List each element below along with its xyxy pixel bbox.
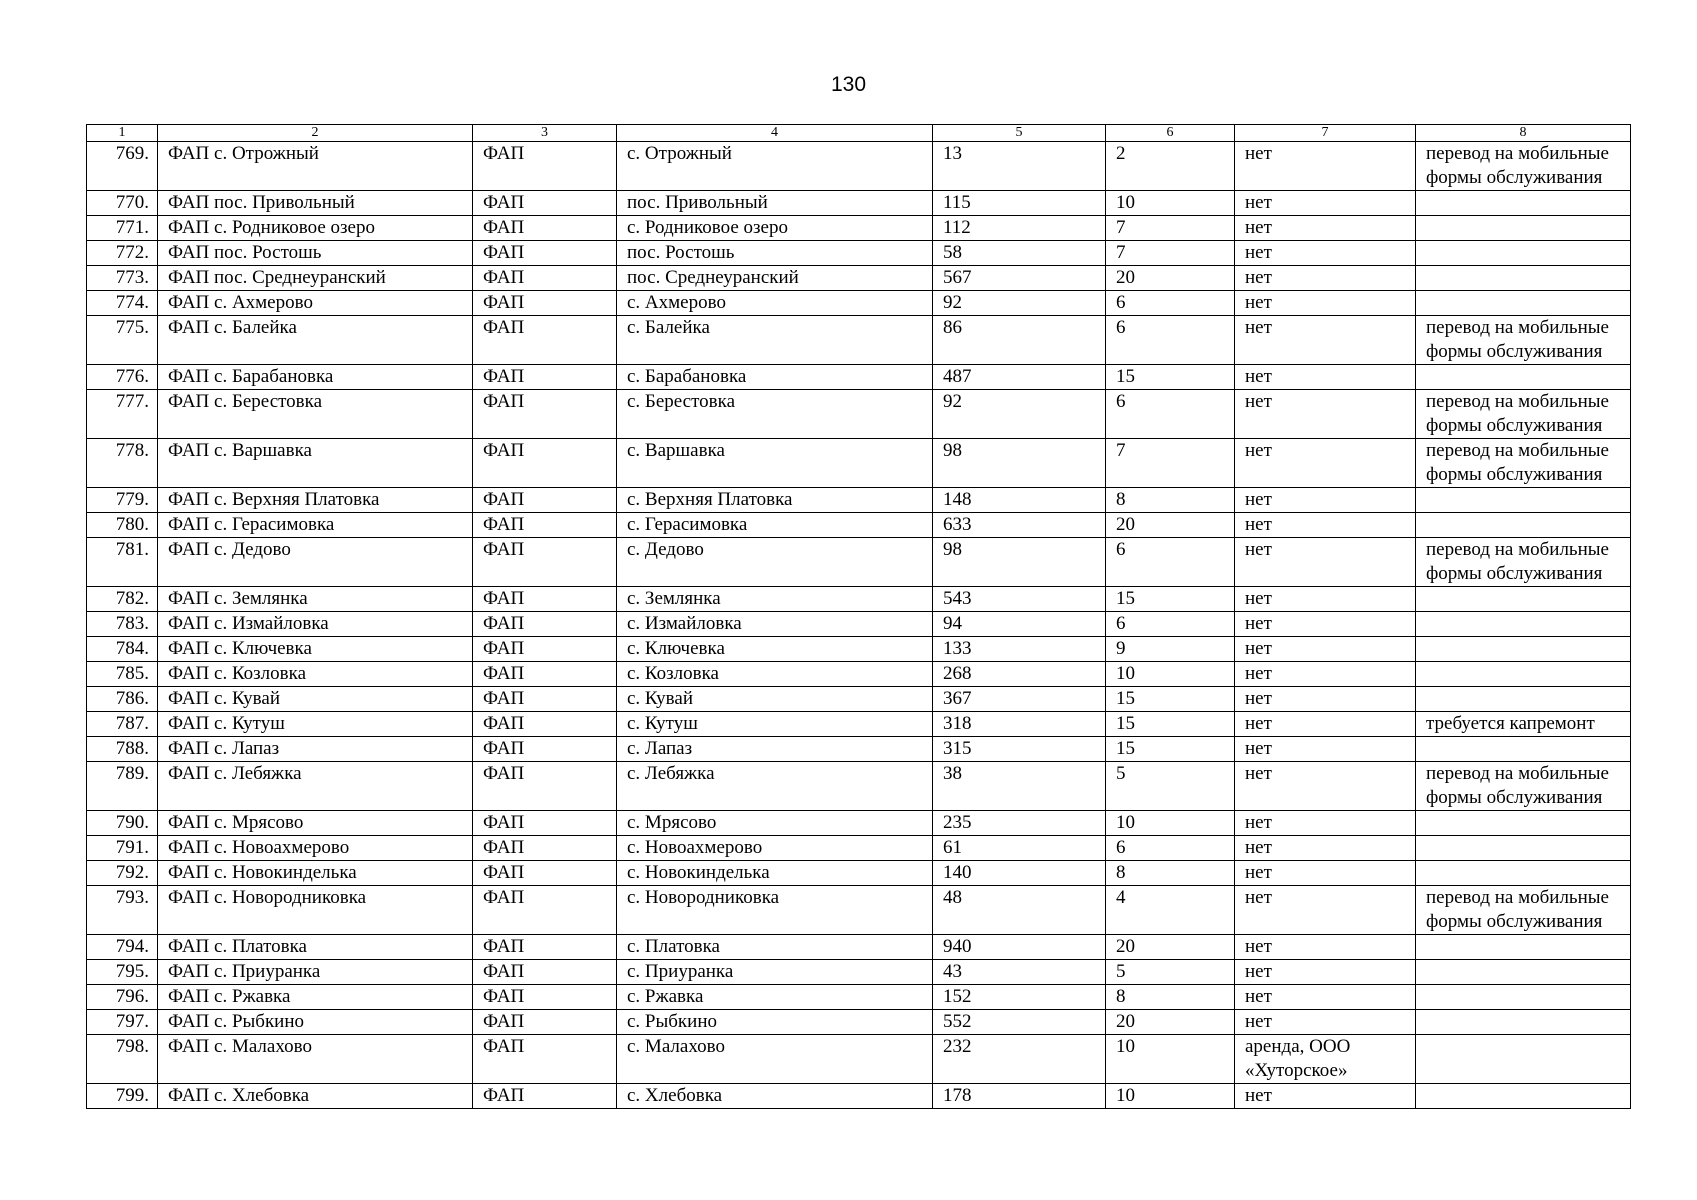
settlement-cell: с. Родниковое озеро [617, 216, 933, 241]
row-number-cell: 777. [87, 390, 158, 439]
table-row [87, 1084, 1631, 1109]
facility-name-cell: ФАП с. Землянка [158, 587, 473, 612]
ownership-cell: нет [1235, 886, 1416, 935]
facility-type-cell: ФАП [473, 142, 617, 191]
distance-cell: 15 [1106, 365, 1235, 390]
facility-name-cell: ФАП пос. Среднеуранский [158, 266, 473, 291]
distance-cell: 10 [1106, 1084, 1235, 1109]
ownership-cell: нет [1235, 142, 1416, 191]
facility-name-cell: ФАП с. Измайловка [158, 612, 473, 637]
facility-name-cell: ФАП с. Ключевка [158, 637, 473, 662]
settlement-cell: с. Новоахмерово [617, 836, 933, 861]
note-cell [1416, 811, 1631, 836]
table-row [87, 316, 1631, 365]
settlement-cell: с. Ржавка [617, 985, 933, 1010]
table-row [87, 886, 1631, 935]
settlement-cell: с. Измайловка [617, 612, 933, 637]
note-cell [1416, 662, 1631, 687]
ownership-cell: нет [1235, 960, 1416, 985]
note-cell [1416, 216, 1631, 241]
distance-cell: 6 [1106, 390, 1235, 439]
table-row [87, 960, 1631, 985]
ownership-cell: нет [1235, 291, 1416, 316]
settlement-cell: с. Козловка [617, 662, 933, 687]
ownership-cell: нет [1235, 762, 1416, 811]
settlement-cell: с. Кувай [617, 687, 933, 712]
note-cell [1416, 737, 1631, 762]
facility-name-cell: ФАП с. Платовка [158, 935, 473, 960]
note-cell [1416, 985, 1631, 1010]
settlement-cell: с. Балейка [617, 316, 933, 365]
ownership-cell: нет [1235, 216, 1416, 241]
facility-name-cell: ФАП с. Малахово [158, 1035, 473, 1084]
row-number-cell: 773. [87, 266, 158, 291]
table-row [87, 587, 1631, 612]
distance-cell: 4 [1106, 886, 1235, 935]
facility-name-cell: ФАП с. Мрясово [158, 811, 473, 836]
settlement-cell: пос. Ростошь [617, 241, 933, 266]
facility-name-cell: ФАП с. Ржавка [158, 985, 473, 1010]
settlement-cell: с. Малахово [617, 1035, 933, 1084]
row-number-cell: 793. [87, 886, 158, 935]
ownership-cell: нет [1235, 587, 1416, 612]
facility-type-cell: ФАП [473, 1035, 617, 1084]
row-number-cell: 792. [87, 861, 158, 886]
row-number-cell: 775. [87, 316, 158, 365]
column-number: 7 [1235, 125, 1416, 142]
facility-name-cell: ФАП с. Рыбкино [158, 1010, 473, 1035]
facility-name-cell: ФАП с. Кутуш [158, 712, 473, 737]
column-number: 3 [473, 125, 617, 142]
ownership-cell: нет [1235, 811, 1416, 836]
ownership-cell: нет [1235, 513, 1416, 538]
distance-cell: 7 [1106, 216, 1235, 241]
facility-type-cell: ФАП [473, 811, 617, 836]
population-cell: 567 [933, 266, 1106, 291]
note-cell [1416, 266, 1631, 291]
table-row [87, 439, 1631, 488]
note-cell [1416, 861, 1631, 886]
population-cell: 38 [933, 762, 1106, 811]
settlement-cell: с. Кутуш [617, 712, 933, 737]
table-row [87, 861, 1631, 886]
population-cell: 487 [933, 365, 1106, 390]
settlement-cell: с. Приуранка [617, 960, 933, 985]
note-cell [1416, 612, 1631, 637]
row-number-cell: 785. [87, 662, 158, 687]
note-cell: перевод на мобильные формы обслуживания [1416, 538, 1631, 587]
distance-cell: 10 [1106, 811, 1235, 836]
ownership-cell: нет [1235, 712, 1416, 737]
population-cell: 43 [933, 960, 1106, 985]
note-cell [1416, 637, 1631, 662]
note-cell: перевод на мобильные формы обслуживания [1416, 142, 1631, 191]
settlement-cell: с. Лапаз [617, 737, 933, 762]
note-cell: перевод на мобильные формы обслуживания [1416, 886, 1631, 935]
table-row [87, 488, 1631, 513]
population-cell: 543 [933, 587, 1106, 612]
note-cell [1416, 1084, 1631, 1109]
note-cell: перевод на мобильные формы обслуживания [1416, 390, 1631, 439]
population-cell: 178 [933, 1084, 1106, 1109]
row-number-cell: 798. [87, 1035, 158, 1084]
population-cell: 232 [933, 1035, 1106, 1084]
distance-cell: 15 [1106, 737, 1235, 762]
ownership-cell: нет [1235, 390, 1416, 439]
table-row [87, 662, 1631, 687]
population-cell: 367 [933, 687, 1106, 712]
population-cell: 318 [933, 712, 1106, 737]
table-row [87, 191, 1631, 216]
ownership-cell: нет [1235, 985, 1416, 1010]
population-cell: 98 [933, 538, 1106, 587]
settlement-cell: пос. Привольный [617, 191, 933, 216]
column-number: 2 [158, 125, 473, 142]
table-row [87, 365, 1631, 390]
table-body [87, 142, 1631, 1109]
population-cell: 61 [933, 836, 1106, 861]
facility-name-cell: ФАП с. Новокинделька [158, 861, 473, 886]
facility-type-cell: ФАП [473, 266, 617, 291]
distance-cell: 10 [1106, 1035, 1235, 1084]
population-cell: 152 [933, 985, 1106, 1010]
table-row [87, 513, 1631, 538]
settlement-cell: с. Ахмерово [617, 291, 933, 316]
row-number-cell: 769. [87, 142, 158, 191]
settlement-cell: с. Барабановка [617, 365, 933, 390]
ownership-cell: нет [1235, 241, 1416, 266]
distance-cell: 15 [1106, 587, 1235, 612]
distance-cell: 2 [1106, 142, 1235, 191]
row-number-cell: 770. [87, 191, 158, 216]
settlement-cell: пос. Среднеуранский [617, 266, 933, 291]
facility-name-cell: ФАП с. Приуранка [158, 960, 473, 985]
settlement-cell: с. Отрожный [617, 142, 933, 191]
row-number-cell: 782. [87, 587, 158, 612]
facility-type-cell: ФАП [473, 861, 617, 886]
distance-cell: 5 [1106, 960, 1235, 985]
settlement-cell: с. Платовка [617, 935, 933, 960]
facility-name-cell: ФАП пос. Ростошь [158, 241, 473, 266]
distance-cell: 6 [1106, 316, 1235, 365]
population-cell: 268 [933, 662, 1106, 687]
population-cell: 115 [933, 191, 1106, 216]
settlement-cell: с. Хлебовка [617, 1084, 933, 1109]
facility-name-cell: ФАП с. Родниковое озеро [158, 216, 473, 241]
facility-type-cell: ФАП [473, 513, 617, 538]
row-number-cell: 779. [87, 488, 158, 513]
table-row [87, 712, 1631, 737]
population-cell: 13 [933, 142, 1106, 191]
facility-type-cell: ФАП [473, 390, 617, 439]
row-number-cell: 780. [87, 513, 158, 538]
settlement-cell: с. Герасимовка [617, 513, 933, 538]
facility-type-cell: ФАП [473, 985, 617, 1010]
note-cell: перевод на мобильные формы обслуживания [1416, 762, 1631, 811]
note-cell [1416, 1010, 1631, 1035]
table-row [87, 811, 1631, 836]
population-cell: 98 [933, 439, 1106, 488]
population-cell: 112 [933, 216, 1106, 241]
facility-type-cell: ФАП [473, 1010, 617, 1035]
distance-cell: 6 [1106, 291, 1235, 316]
facility-type-cell: ФАП [473, 762, 617, 811]
note-cell [1416, 488, 1631, 513]
facility-type-cell: ФАП [473, 538, 617, 587]
ownership-cell: нет [1235, 488, 1416, 513]
row-number-cell: 799. [87, 1084, 158, 1109]
facility-name-cell: ФАП с. Верхняя Платовка [158, 488, 473, 513]
table-row [87, 291, 1631, 316]
ownership-cell: нет [1235, 439, 1416, 488]
row-number-cell: 778. [87, 439, 158, 488]
facility-type-cell: ФАП [473, 836, 617, 861]
facility-name-cell: ФАП с. Берестовка [158, 390, 473, 439]
facility-type-cell: ФАП [473, 737, 617, 762]
population-cell: 552 [933, 1010, 1106, 1035]
facility-type-cell: ФАП [473, 1084, 617, 1109]
row-number-cell: 781. [87, 538, 158, 587]
row-number-cell: 774. [87, 291, 158, 316]
table-row [87, 1010, 1631, 1035]
note-cell [1416, 587, 1631, 612]
distance-cell: 5 [1106, 762, 1235, 811]
facility-type-cell: ФАП [473, 587, 617, 612]
facility-name-cell: ФАП с. Дедово [158, 538, 473, 587]
ownership-cell: нет [1235, 935, 1416, 960]
facility-type-cell: ФАП [473, 241, 617, 266]
row-number-cell: 795. [87, 960, 158, 985]
page-number: 130 [830, 73, 867, 96]
distance-cell: 7 [1106, 241, 1235, 266]
column-number-row [87, 125, 1631, 142]
facility-type-cell: ФАП [473, 637, 617, 662]
note-cell: требуется капремонт [1416, 712, 1631, 737]
row-number-cell: 794. [87, 935, 158, 960]
settlement-cell: с. Лебяжка [617, 762, 933, 811]
note-cell [1416, 687, 1631, 712]
facility-type-cell: ФАП [473, 960, 617, 985]
ownership-cell: аренда, ООО «Хуторское» [1235, 1035, 1416, 1084]
population-cell: 92 [933, 291, 1106, 316]
settlement-cell: с. Землянка [617, 587, 933, 612]
facility-type-cell: ФАП [473, 687, 617, 712]
row-number-cell: 772. [87, 241, 158, 266]
ownership-cell: нет [1235, 637, 1416, 662]
ownership-cell: нет [1235, 266, 1416, 291]
table-row [87, 1035, 1631, 1084]
ownership-cell: нет [1235, 316, 1416, 365]
facility-name-cell: ФАП с. Балейка [158, 316, 473, 365]
table-row [87, 538, 1631, 587]
facility-type-cell: ФАП [473, 712, 617, 737]
note-cell [1416, 960, 1631, 985]
distance-cell: 8 [1106, 488, 1235, 513]
table-row [87, 985, 1631, 1010]
settlement-cell: с. Варшавка [617, 439, 933, 488]
row-number-cell: 784. [87, 637, 158, 662]
population-cell: 48 [933, 886, 1106, 935]
column-number: 8 [1416, 125, 1631, 142]
facility-type-cell: ФАП [473, 291, 617, 316]
settlement-cell: с. Берестовка [617, 390, 933, 439]
facility-type-cell: ФАП [473, 191, 617, 216]
ownership-cell: нет [1235, 191, 1416, 216]
population-cell: 235 [933, 811, 1106, 836]
ownership-cell: нет [1235, 861, 1416, 886]
distance-cell: 20 [1106, 935, 1235, 960]
population-cell: 94 [933, 612, 1106, 637]
facilities-table [86, 124, 1631, 1109]
facility-name-cell: ФАП с. Ахмерово [158, 291, 473, 316]
population-cell: 133 [933, 637, 1106, 662]
note-cell [1416, 365, 1631, 390]
ownership-cell: нет [1235, 1084, 1416, 1109]
column-number: 1 [87, 125, 158, 142]
facility-type-cell: ФАП [473, 365, 617, 390]
facility-type-cell: ФАП [473, 612, 617, 637]
ownership-cell: нет [1235, 612, 1416, 637]
table-row [87, 687, 1631, 712]
facility-type-cell: ФАП [473, 935, 617, 960]
table-row [87, 216, 1631, 241]
settlement-cell: с. Новородниковка [617, 886, 933, 935]
column-number: 5 [933, 125, 1106, 142]
ownership-cell: нет [1235, 687, 1416, 712]
facility-name-cell: ФАП с. Хлебовка [158, 1084, 473, 1109]
row-number-cell: 789. [87, 762, 158, 811]
note-cell [1416, 191, 1631, 216]
settlement-cell: с. Верхняя Платовка [617, 488, 933, 513]
facility-name-cell: ФАП пос. Привольный [158, 191, 473, 216]
ownership-cell: нет [1235, 662, 1416, 687]
row-number-cell: 786. [87, 687, 158, 712]
facility-name-cell: ФАП с. Варшавка [158, 439, 473, 488]
distance-cell: 20 [1106, 513, 1235, 538]
note-cell: перевод на мобильные формы обслуживания [1416, 439, 1631, 488]
distance-cell: 6 [1106, 538, 1235, 587]
population-cell: 86 [933, 316, 1106, 365]
table-row [87, 637, 1631, 662]
facility-name-cell: ФАП с. Новородниковка [158, 886, 473, 935]
facility-name-cell: ФАП с. Лебяжка [158, 762, 473, 811]
column-number: 6 [1106, 125, 1235, 142]
settlement-cell: с. Дедово [617, 538, 933, 587]
facility-type-cell: ФАП [473, 662, 617, 687]
note-cell [1416, 241, 1631, 266]
distance-cell: 20 [1106, 266, 1235, 291]
facility-type-cell: ФАП [473, 886, 617, 935]
facility-name-cell: ФАП с. Новоахмерово [158, 836, 473, 861]
population-cell: 315 [933, 737, 1106, 762]
settlement-cell: с. Новокинделька [617, 861, 933, 886]
distance-cell: 8 [1106, 985, 1235, 1010]
table-row [87, 612, 1631, 637]
table-row [87, 142, 1631, 191]
ownership-cell: нет [1235, 737, 1416, 762]
population-cell: 140 [933, 861, 1106, 886]
facility-type-cell: ФАП [473, 488, 617, 513]
note-cell: перевод на мобильные формы обслуживания [1416, 316, 1631, 365]
settlement-cell: с. Ключевка [617, 637, 933, 662]
facility-name-cell: ФАП с. Герасимовка [158, 513, 473, 538]
facility-name-cell: ФАП с. Отрожный [158, 142, 473, 191]
table-row [87, 241, 1631, 266]
distance-cell: 8 [1106, 861, 1235, 886]
row-number-cell: 787. [87, 712, 158, 737]
note-cell [1416, 1035, 1631, 1084]
facility-name-cell: ФАП с. Кувай [158, 687, 473, 712]
ownership-cell: нет [1235, 538, 1416, 587]
note-cell [1416, 513, 1631, 538]
ownership-cell: нет [1235, 365, 1416, 390]
distance-cell: 15 [1106, 712, 1235, 737]
ownership-cell: нет [1235, 1010, 1416, 1035]
facility-type-cell: ФАП [473, 316, 617, 365]
population-cell: 148 [933, 488, 1106, 513]
row-number-cell: 771. [87, 216, 158, 241]
distance-cell: 9 [1106, 637, 1235, 662]
distance-cell: 10 [1106, 662, 1235, 687]
table-row [87, 935, 1631, 960]
table-row [87, 266, 1631, 291]
row-number-cell: 790. [87, 811, 158, 836]
table-row [87, 762, 1631, 811]
row-number-cell: 776. [87, 365, 158, 390]
distance-cell: 6 [1106, 612, 1235, 637]
ownership-cell: нет [1235, 836, 1416, 861]
table-row [87, 836, 1631, 861]
facility-name-cell: ФАП с. Лапаз [158, 737, 473, 762]
row-number-cell: 783. [87, 612, 158, 637]
facility-name-cell: ФАП с. Барабановка [158, 365, 473, 390]
note-cell [1416, 935, 1631, 960]
distance-cell: 15 [1106, 687, 1235, 712]
row-number-cell: 797. [87, 1010, 158, 1035]
row-number-cell: 788. [87, 737, 158, 762]
row-number-cell: 796. [87, 985, 158, 1010]
settlement-cell: с. Рыбкино [617, 1010, 933, 1035]
facility-type-cell: ФАП [473, 216, 617, 241]
settlement-cell: с. Мрясово [617, 811, 933, 836]
facility-type-cell: ФАП [473, 439, 617, 488]
facility-name-cell: ФАП с. Козловка [158, 662, 473, 687]
distance-cell: 20 [1106, 1010, 1235, 1035]
note-cell [1416, 836, 1631, 861]
population-cell: 940 [933, 935, 1106, 960]
distance-cell: 10 [1106, 191, 1235, 216]
table-row [87, 390, 1631, 439]
row-number-cell: 791. [87, 836, 158, 861]
note-cell [1416, 291, 1631, 316]
column-number: 4 [617, 125, 933, 142]
distance-cell: 7 [1106, 439, 1235, 488]
distance-cell: 6 [1106, 836, 1235, 861]
population-cell: 633 [933, 513, 1106, 538]
table-row [87, 737, 1631, 762]
population-cell: 92 [933, 390, 1106, 439]
population-cell: 58 [933, 241, 1106, 266]
